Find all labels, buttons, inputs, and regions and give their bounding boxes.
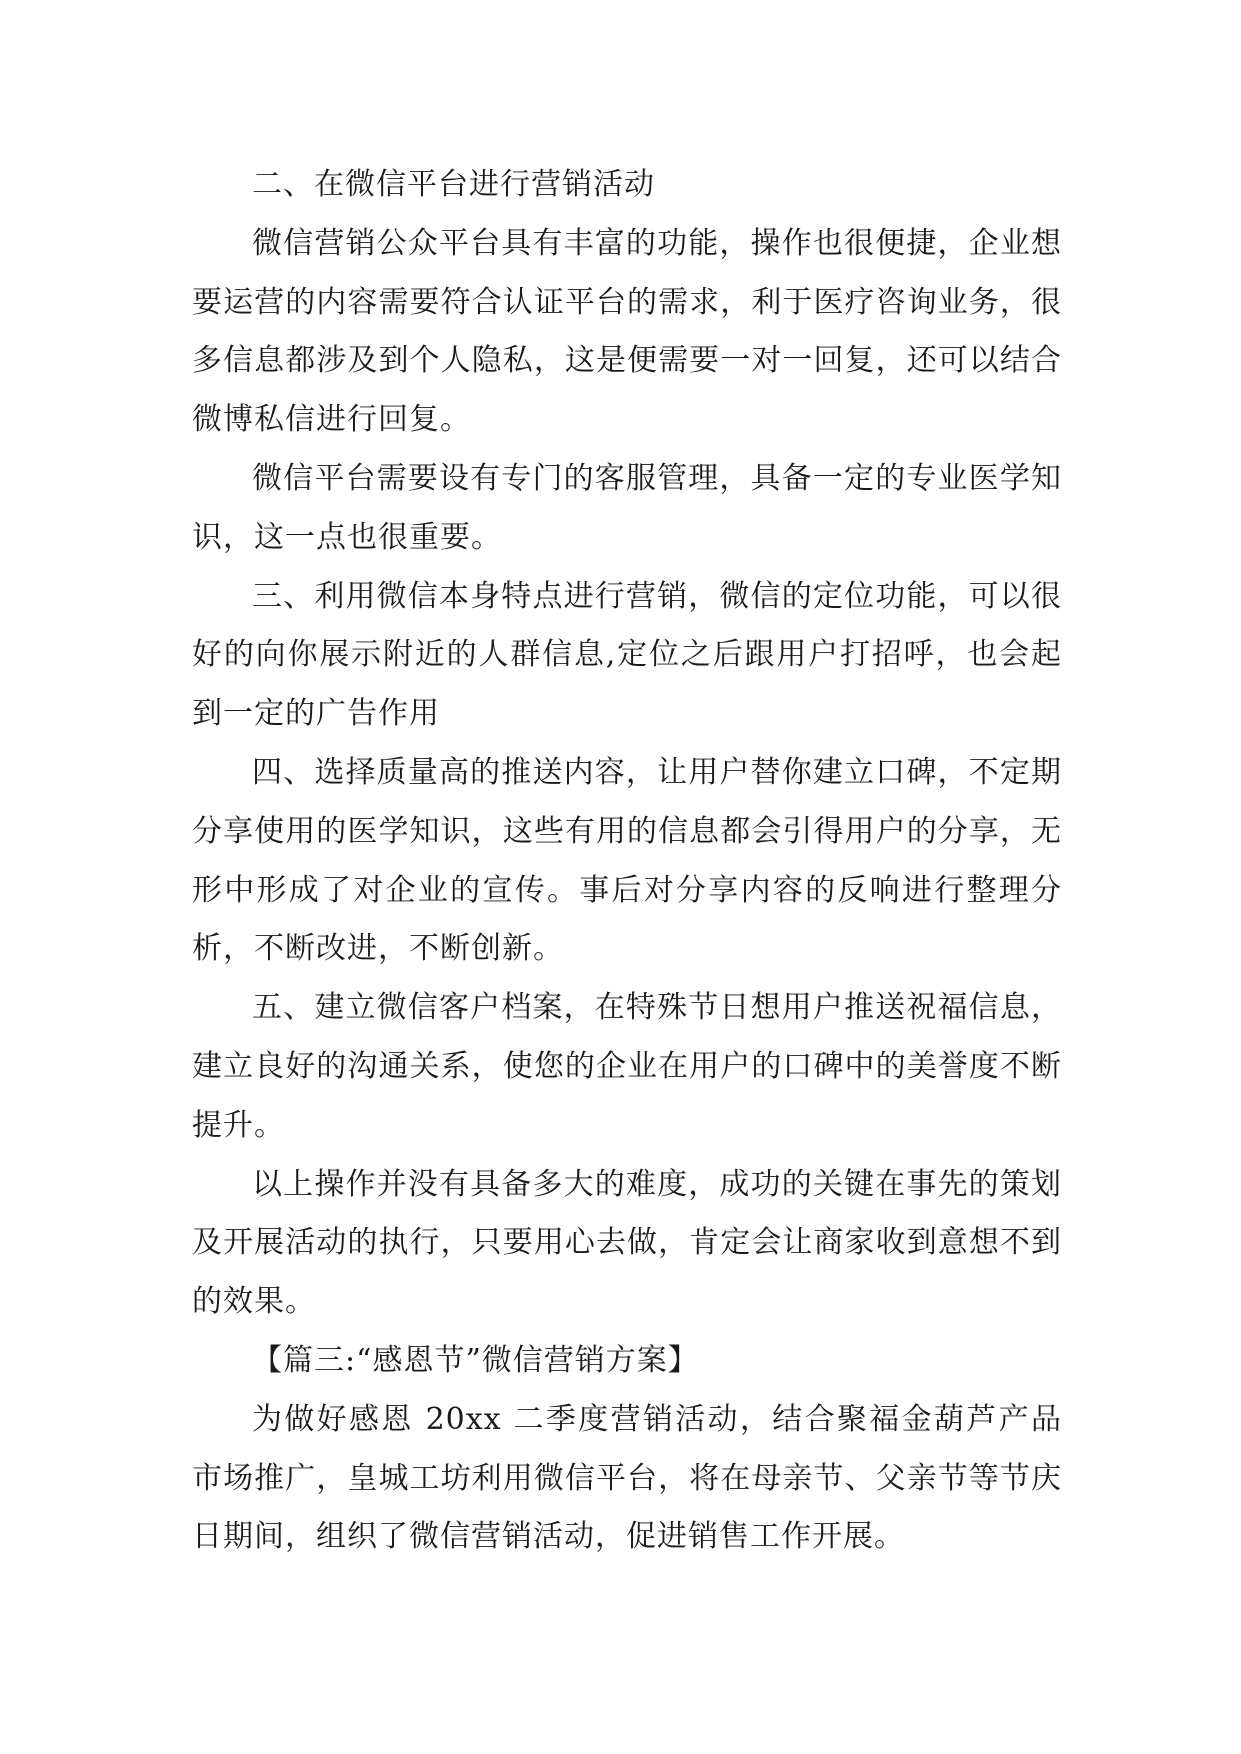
body-paragraph: 为做好感恩 20xx 二季度营销活动，结合聚福金葫芦产品市场推广，皇城工坊利用微信平台，将在母亲节、父亲节等节庆日期间，组织了微信营销活动，促进销售工作开展。 (192, 1401, 1062, 1555)
section-paragraph-3: 三、利用微信本身特点进行营销，微信的定位功能，可以很好的向你展示附近的人群信息,定位之后跟用户打招呼，也会起到一定的广告作用 (192, 578, 1062, 732)
body-paragraph: 微信平台需要设有专门的客服管理，具备一定的专业医学知识，这一点也很重要。 (192, 460, 1062, 555)
section-heading-2: 二、在微信平台进行营销活动 (252, 167, 655, 202)
body-paragraph: 以上操作并没有具备多大的难度，成功的关键在事先的策划及开展活动的执行，只要用心去做，肯定会让商家收到意想不到的效果。 (192, 1166, 1062, 1320)
section-paragraph-5: 五、建立微信客户档案，在特殊节日想用户推送祝福信息，建立良好的沟通关系，使您的企业在用户的口碑中的美誉度不断提升。 (192, 990, 1062, 1143)
section-paragraph-4: 四、选择质量高的推送内容，让用户替你建立口碑，不定期分享使用的医学知识，这些有用的信息都会引得用户的分享，无形中形成了对企业的宣传。事后对分享内容的反响进行整理分析，不断改进，不断创新。 (192, 754, 1062, 967)
document-page (192, 156, 1062, 1567)
body-paragraph: 微信营销公众平台具有丰富的功能，操作也很便捷，企业想要运营的内容需要符合认证平台的需求，利于医疗咨询业务，很多信息都涉及到个人隐私，这是便需要一对一回复，还可以结合微博私信进行回复。 (192, 225, 1062, 438)
chapter-title: 【篇三:“感恩节”微信营销方案】 (252, 1342, 699, 1378)
